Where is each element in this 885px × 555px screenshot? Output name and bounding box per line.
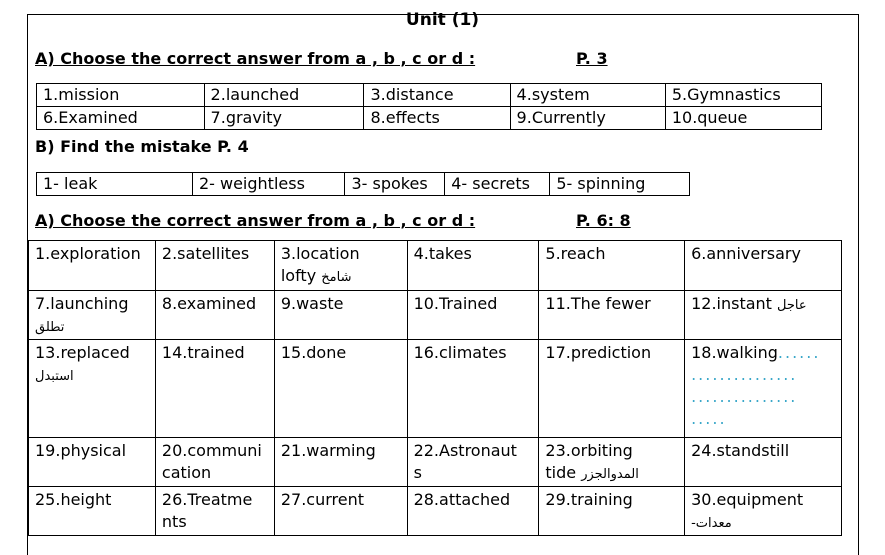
answer-cell [407,340,539,438]
arabic-translation: تطلق [35,320,65,335]
answer-text: 21.warming [280,441,376,460]
answer-cell [155,487,274,536]
answer-text: 30.equipment [691,490,804,509]
answer-text-line2: nts [161,512,187,531]
answer-text: 13.replaced [35,343,130,362]
answer-cell [155,340,274,438]
answer-text: 29.training [545,490,633,509]
answer-text: 16.climates [413,343,507,362]
answer-text: 20.communi [161,441,262,460]
answer-cell [685,487,842,536]
answer-text: 18.walking [691,343,778,362]
answer-cell: 6.Examined [37,107,205,130]
answer-text: 26.Treatme [161,490,253,509]
arabic-translation: عاجل [777,298,807,313]
answer-cell [539,487,685,536]
answer-text: 19.physical [35,441,127,460]
answer-cell [539,291,685,340]
answer-cell [407,487,539,536]
answer-text-line2: s [413,463,422,482]
answer-cell [274,438,407,487]
answer-cell [407,291,539,340]
answer-text: 10.Trained [413,294,498,313]
answer-cell [155,241,274,291]
unit-title: Unit (1) [405,10,480,30]
mistake-cell: 1- leak [37,173,193,196]
answer-cell [274,291,407,340]
answers-table-p3 [36,83,822,130]
mistake-cell: 4- secrets [445,173,550,196]
answer-cell [29,487,156,536]
section-b-heading: B) Find the mistake P. 4 [35,137,249,156]
answer-cell: 4.system [510,84,665,107]
answer-text: 11.The fewer [545,294,651,313]
dotted-line: ............... [691,365,798,384]
answer-cell [685,241,842,291]
answer-text: 24.standstill [691,441,790,460]
answer-cell [29,438,156,487]
answer-cell [685,438,842,487]
table-row [29,438,842,487]
answer-text: 25.height [35,490,112,509]
answer-cell [274,241,407,291]
answers-table-p6-8 [28,240,842,536]
answer-cell: 9.Currently [510,107,665,130]
answer-cell [539,340,685,438]
section-a1-heading: A) Choose the correct answer from a , b , c or d : [35,49,476,68]
answer-cell [29,241,156,291]
table-row [29,340,842,438]
answer-cell: 1.mission [37,84,205,107]
answer-text: 4.takes [413,244,472,263]
dotted-line: ............... [691,387,798,406]
answer-text: 14.trained [161,343,245,362]
table-row [37,84,822,107]
mistake-table-p4 [36,172,690,196]
answer-text: 12.instant [691,294,772,313]
answer-text: 17.prediction [545,343,652,362]
answer-text-line2: tide [545,463,577,482]
answer-text: 6.anniversary [691,244,801,263]
answer-text-line2: lofty [280,266,317,285]
answer-text: 27.current [280,490,364,509]
arabic-translation: المدوالجزر [581,467,639,482]
answer-cell [274,487,407,536]
answer-cell [539,241,685,291]
answer-text: 15.done [280,343,347,362]
section-a2-page: P. 6: 8 [576,211,631,230]
mistake-cell: 5- spinning [550,173,690,196]
section-a1-page: P. 3 [576,49,608,68]
answer-cell [29,291,156,340]
answer-cell: 3.distance [364,84,510,107]
table-row [29,241,842,291]
arabic-translation: معدات- [691,516,732,531]
answer-text: 1.exploration [35,244,141,263]
answer-cell: 8.effects [364,107,510,130]
table-row [29,487,842,536]
answer-cell [407,241,539,291]
table-row [37,173,690,196]
answer-cell: 7.gravity [204,107,364,130]
answer-cell [155,438,274,487]
dotted-line: ..... [691,409,727,428]
answer-cell [155,291,274,340]
answer-text: 7.launching [35,294,129,313]
answer-text: 8.examined [161,294,257,313]
answer-cell: 2.launched [204,84,364,107]
answer-text: 28.attached [413,490,511,509]
answer-cell [29,340,156,438]
table-row [29,291,842,340]
section-a2-heading: A) Choose the correct answer from a , b , c or d : [35,211,476,230]
answer-text: 23.orbiting [545,441,633,460]
answer-text: 9.waste [280,294,344,313]
dotted-line: ...... [777,343,821,362]
answer-cell [685,340,842,438]
mistake-cell: 3- spokes [345,173,445,196]
answer-text: 22.Astronaut [413,441,517,460]
answer-cell [274,340,407,438]
answer-text-line2: cation [161,463,212,482]
answer-cell: 10.queue [665,107,821,130]
answer-cell [539,438,685,487]
arabic-translation: شامخ [321,270,352,285]
arabic-translation: استبدل [35,369,74,384]
answer-text: 2.satellites [161,244,250,263]
answer-text: 5.reach [545,244,606,263]
answer-cell [685,291,842,340]
answer-cell: 5.Gymnastics [665,84,821,107]
answer-cell [407,438,539,487]
mistake-cell: 2- weightless [192,173,345,196]
answer-text: 3.location [280,244,360,263]
table-row [37,107,822,130]
